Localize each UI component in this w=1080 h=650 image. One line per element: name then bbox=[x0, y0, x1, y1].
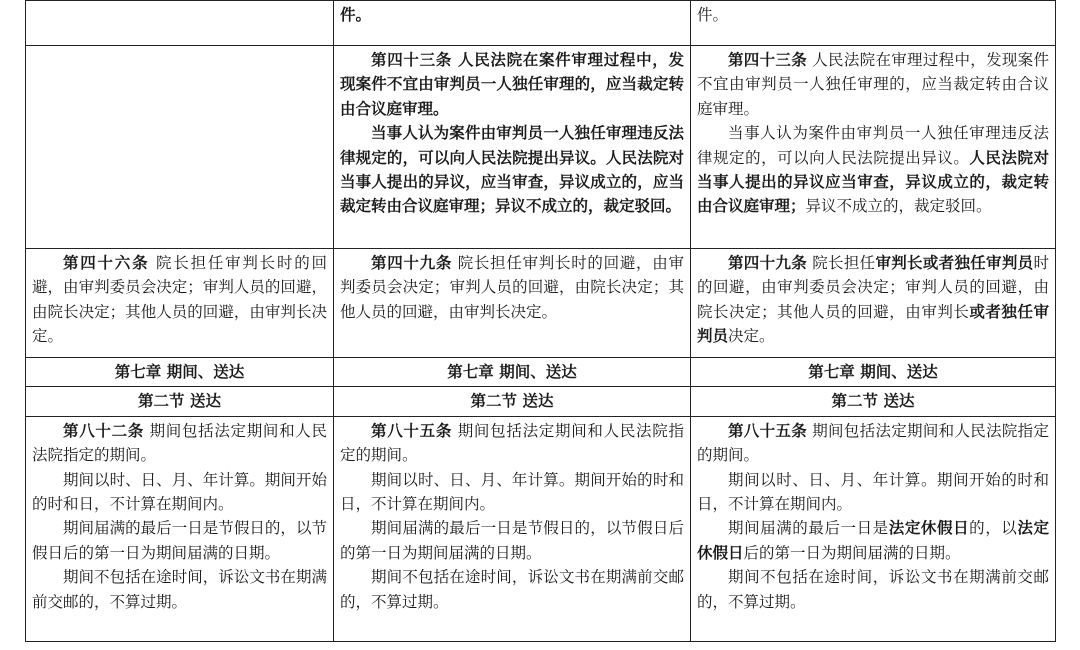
law-comparison-table bbox=[25, 0, 1056, 642]
cell-text: 第二节 送达 bbox=[831, 392, 915, 411]
table-row bbox=[26, 1, 1056, 46]
amended-text: 或者独任审判员 bbox=[697, 302, 1049, 346]
article-text: 期间以时、日、月、年计算。期间开始的时和日，不计算在期间内。 bbox=[697, 470, 1049, 514]
table-cell bbox=[26, 46, 334, 249]
article-text: 期间以时、日、月、年计算。期间开始的时和日，不计算在期间内。 bbox=[32, 470, 327, 514]
amended-text: 法定休假日 bbox=[697, 519, 1049, 562]
table-cell bbox=[334, 1, 691, 46]
article-text: 人民法院在审理过程中，发现案件不宜由审判员一人独任审理的，应当裁定转由合议庭审理。 bbox=[697, 51, 1049, 118]
table-cell bbox=[691, 1, 1056, 46]
table-cell bbox=[334, 46, 691, 249]
table-cell bbox=[334, 249, 691, 358]
article-text: 院长担任 bbox=[807, 254, 876, 272]
cell-text: 第二节 送达 bbox=[470, 392, 554, 411]
article-number: 第八十五条 bbox=[371, 421, 453, 440]
chapter-heading bbox=[334, 358, 691, 387]
table-cell bbox=[26, 249, 334, 358]
article-text: 期间不包括在途时间，诉讼文书在期满前交邮的，不算过期。 bbox=[340, 568, 684, 611]
article-text: 院长担任审判长时的回避，由审判委员会决定；审判人员的回避，由院长决定；其他人员的回避，由审判长决定。 bbox=[32, 254, 327, 346]
cell-text: 第七章 期间、送达 bbox=[114, 363, 245, 381]
article-text: 异议不成立的，裁定驳回。 bbox=[805, 197, 992, 216]
chapter-heading bbox=[26, 358, 334, 387]
article-text: 期间不包括在途时间，诉讼文书在期满前交邮的，不算过期。 bbox=[697, 568, 1049, 611]
article-number: 第四十六条 bbox=[63, 254, 150, 272]
article-text: 期间包括法定期间和人民法院指定的期间。 bbox=[32, 421, 327, 465]
table-cell bbox=[691, 416, 1056, 641]
article-text: 第四十三条 人民法院在案件审理过程中，发现案件不宜由审判员一人独任审理的，应当裁定转由合议庭审理。 bbox=[340, 51, 684, 118]
amended-text: 人民法院对当事人提出的异议应当审查，异议成立的，裁定转由合议庭审理； bbox=[697, 148, 1049, 216]
article-number: 第四十三条 bbox=[728, 51, 808, 69]
article-text: 期间届满的最后一日是 bbox=[728, 519, 889, 538]
section-heading bbox=[334, 387, 691, 416]
article-text: 期间包括法定期间和人民法院指定的期间。 bbox=[697, 421, 1049, 465]
article-text: 期间届满的最后一日是节假日的，以节假日后的第一日为期间届满的日期。 bbox=[32, 519, 327, 562]
table-row bbox=[26, 358, 1056, 387]
table-row bbox=[26, 416, 1056, 641]
table-cell bbox=[26, 416, 334, 641]
article-number: 第四十九条 bbox=[728, 254, 808, 272]
article-text: 决定。 bbox=[728, 327, 775, 346]
article-text: 后的第一日为期间届满的日期。 bbox=[743, 543, 961, 562]
chapter-heading bbox=[691, 358, 1056, 387]
table-row bbox=[26, 249, 1056, 358]
article-text: 期间包括法定期间和人民法院指定的期间。 bbox=[340, 421, 684, 465]
article-text: 的，以 bbox=[969, 519, 1018, 538]
section-heading bbox=[691, 387, 1056, 416]
cell-text: 第七章 期间、送达 bbox=[447, 363, 577, 381]
article-text: 期间以时、日、月、年计算。期间开始的时和日，不计算在期间内。 bbox=[340, 470, 684, 514]
section-heading bbox=[26, 387, 334, 416]
cell-text: 件。 bbox=[340, 6, 372, 24]
table-cell bbox=[334, 416, 691, 641]
article-number: 第八十二条 bbox=[63, 421, 144, 440]
article-text: 时的回避，由审判委员会决定；审判人员的回避，由院长决定；其他人员的回避，由审判长 bbox=[697, 254, 1049, 321]
article-text: 期间届满的最后一日是节假日的，以节假日后的第一日为期间届满的日期。 bbox=[340, 519, 684, 562]
cell-text: 件。 bbox=[697, 6, 729, 24]
table-cell bbox=[691, 249, 1056, 358]
article-text: 院长担任审判长时的回避，由审判委员会决定；审判人员的回避，由院长决定；其他人员的回避，由审判长决定。 bbox=[340, 254, 684, 321]
amended-text: 法定休假日 bbox=[888, 519, 970, 538]
cell-text: 第七章 期间、送达 bbox=[808, 363, 938, 381]
article-number: 第八十五条 bbox=[728, 421, 808, 440]
table-cell bbox=[691, 46, 1056, 249]
table-row bbox=[26, 387, 1056, 416]
article-number: 第四十九条 bbox=[371, 254, 453, 272]
article-text: 期间不包括在途时间，诉讼文书在期满前交邮的，不算过期。 bbox=[32, 568, 327, 611]
cell-text: 第二节 送达 bbox=[138, 392, 221, 411]
amended-text: 审判长或者独任审判员 bbox=[875, 254, 1034, 272]
table-cell bbox=[26, 1, 334, 46]
article-text: 当事人认为案件由审判员一人独任审理违反法律规定的，可以向人民法院提出异议。 bbox=[697, 124, 1049, 167]
article-text: 当事人认为案件由审判员一人独任审理违反法律规定的，可以向人民法院提出异议。人民法院对当事人提出的异议，应当审查，异议成立的，应当裁定转由合议庭审理；异议不成立的，裁定驳回。 bbox=[340, 124, 684, 216]
table-row bbox=[26, 46, 1056, 249]
